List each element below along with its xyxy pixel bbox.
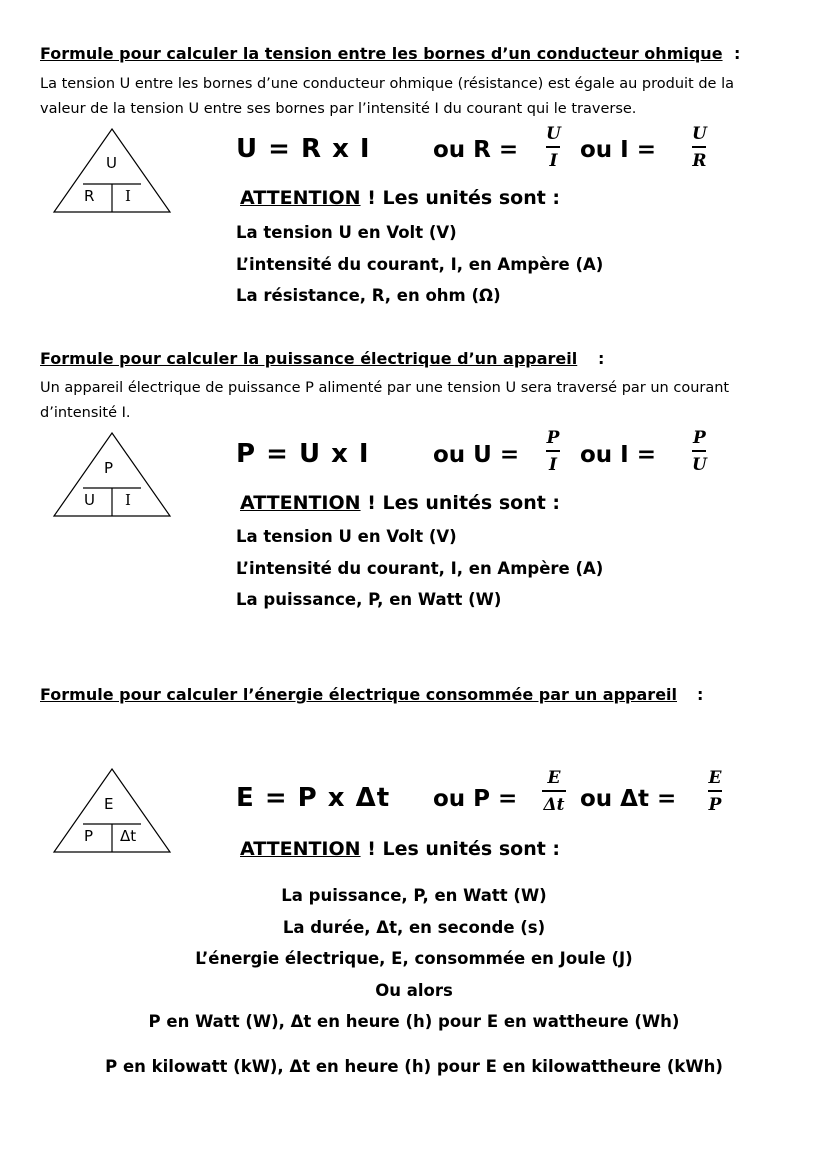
unit-line: P en Watt (W), Δt en heure (h) pour E en wattheure (Wh) bbox=[148, 1012, 680, 1031]
unit-line: P en kilowatt (kW), Δt en heure (h) pour E en kilowattheure (kWh) bbox=[105, 1057, 723, 1076]
formula-triangle bbox=[52, 128, 172, 214]
fraction-denominator: I bbox=[549, 455, 557, 475]
attention-rest: ! Les unités sont : bbox=[367, 838, 561, 860]
fraction bbox=[542, 768, 566, 815]
triangle-top-label: P bbox=[104, 459, 114, 477]
formula-or: ou I = bbox=[580, 137, 657, 163]
attention-word: ATTENTION bbox=[240, 838, 361, 860]
unit-line: La résistance, R, en ohm (Ω) bbox=[236, 286, 501, 305]
unit-line: Ou alors bbox=[375, 981, 453, 1000]
attention-rest: ! Les unités sont : bbox=[367, 187, 561, 209]
unit-line: La tension U en Volt (V) bbox=[236, 223, 457, 242]
fraction-bar bbox=[692, 450, 706, 452]
formula-triangle bbox=[52, 768, 172, 854]
fraction bbox=[692, 428, 707, 475]
triangle-right-label: I bbox=[125, 491, 131, 509]
fraction-numerator: E bbox=[547, 768, 561, 788]
fraction-numerator: U bbox=[546, 124, 561, 144]
triangle-left-label: P bbox=[84, 827, 94, 845]
section-title: Formule pour calculer la tension entre les bornes d’un conducteur ohmique bbox=[40, 44, 723, 63]
fraction bbox=[546, 428, 560, 475]
formula-or: ou I = bbox=[580, 442, 657, 468]
unit-line: La puissance, P, en Watt (W) bbox=[236, 590, 502, 609]
formula-or: ou P = bbox=[433, 786, 518, 812]
fraction-numerator: P bbox=[546, 428, 560, 448]
intro-line: valeur de la tension U entre ses bornes par l’intensité I du courant qui le traverse. bbox=[40, 101, 637, 117]
unit-line: L’énergie électrique, E, consommée en Joule (J) bbox=[195, 949, 633, 968]
fraction-bar bbox=[546, 450, 560, 452]
triangle-left-label: U bbox=[84, 491, 95, 509]
formula-main: U = R x I bbox=[236, 134, 371, 164]
triangle-top-label: U bbox=[106, 154, 117, 172]
intro-line: Un appareil électrique de puissance P alimenté par une tension U sera traversé par un courant bbox=[40, 380, 730, 396]
fraction-bar bbox=[546, 146, 560, 148]
formula-or: ou U = bbox=[433, 442, 520, 468]
fraction-denominator: I bbox=[549, 151, 558, 171]
fraction-denominator: U bbox=[692, 455, 707, 475]
fraction-denominator: P bbox=[708, 795, 722, 815]
attention-rest: ! Les unités sont : bbox=[367, 492, 561, 514]
intro-line: d’intensité I. bbox=[40, 405, 131, 421]
title-colon: : bbox=[598, 349, 605, 368]
attention-heading bbox=[240, 838, 560, 860]
title-colon: : bbox=[697, 685, 704, 704]
title-colon: : bbox=[734, 44, 741, 63]
unit-line: L’intensité du courant, I, en Ampère (A) bbox=[236, 559, 604, 578]
fraction-bar bbox=[692, 146, 706, 148]
fraction-denominator: Δt bbox=[543, 795, 565, 815]
fraction-numerator: U bbox=[692, 124, 707, 144]
fraction bbox=[692, 124, 707, 171]
section-title: Formule pour calculer la puissance électrique d’un appareil bbox=[40, 349, 578, 368]
attention-heading bbox=[240, 187, 560, 209]
fraction bbox=[708, 768, 722, 815]
formula-main: P = U x I bbox=[236, 439, 370, 469]
fraction-bar bbox=[708, 790, 722, 792]
fraction-denominator: R bbox=[692, 151, 707, 171]
fraction-numerator: P bbox=[693, 428, 706, 448]
formula-or: ou Δt = bbox=[580, 786, 677, 812]
fraction-bar bbox=[542, 790, 566, 792]
triangle-top-label: E bbox=[104, 795, 114, 813]
unit-line: La durée, Δt, en seconde (s) bbox=[282, 918, 546, 937]
intro-line: La tension U entre les bornes d’une conducteur ohmique (résistance) est égale au produit de la bbox=[40, 76, 734, 92]
triangle-left-label: R bbox=[84, 187, 95, 205]
formula-triangle bbox=[52, 432, 172, 518]
formula-or: ou R = bbox=[433, 137, 519, 163]
fraction-numerator: E bbox=[708, 768, 722, 788]
triangle-right-label: I bbox=[125, 187, 131, 205]
unit-line: La puissance, P, en Watt (W) bbox=[281, 886, 547, 905]
formula-main: E = P x Δt bbox=[236, 783, 391, 813]
triangle-right-label: Δt bbox=[120, 827, 137, 845]
section-title: Formule pour calculer l’énergie électrique consommée par un appareil bbox=[40, 685, 678, 704]
unit-line: La tension U en Volt (V) bbox=[236, 527, 457, 546]
unit-line: L’intensité du courant, I, en Ampère (A) bbox=[236, 255, 604, 274]
attention-heading bbox=[240, 492, 560, 514]
attention-word: ATTENTION bbox=[240, 187, 361, 209]
fraction bbox=[546, 124, 561, 171]
attention-word: ATTENTION bbox=[240, 492, 361, 514]
